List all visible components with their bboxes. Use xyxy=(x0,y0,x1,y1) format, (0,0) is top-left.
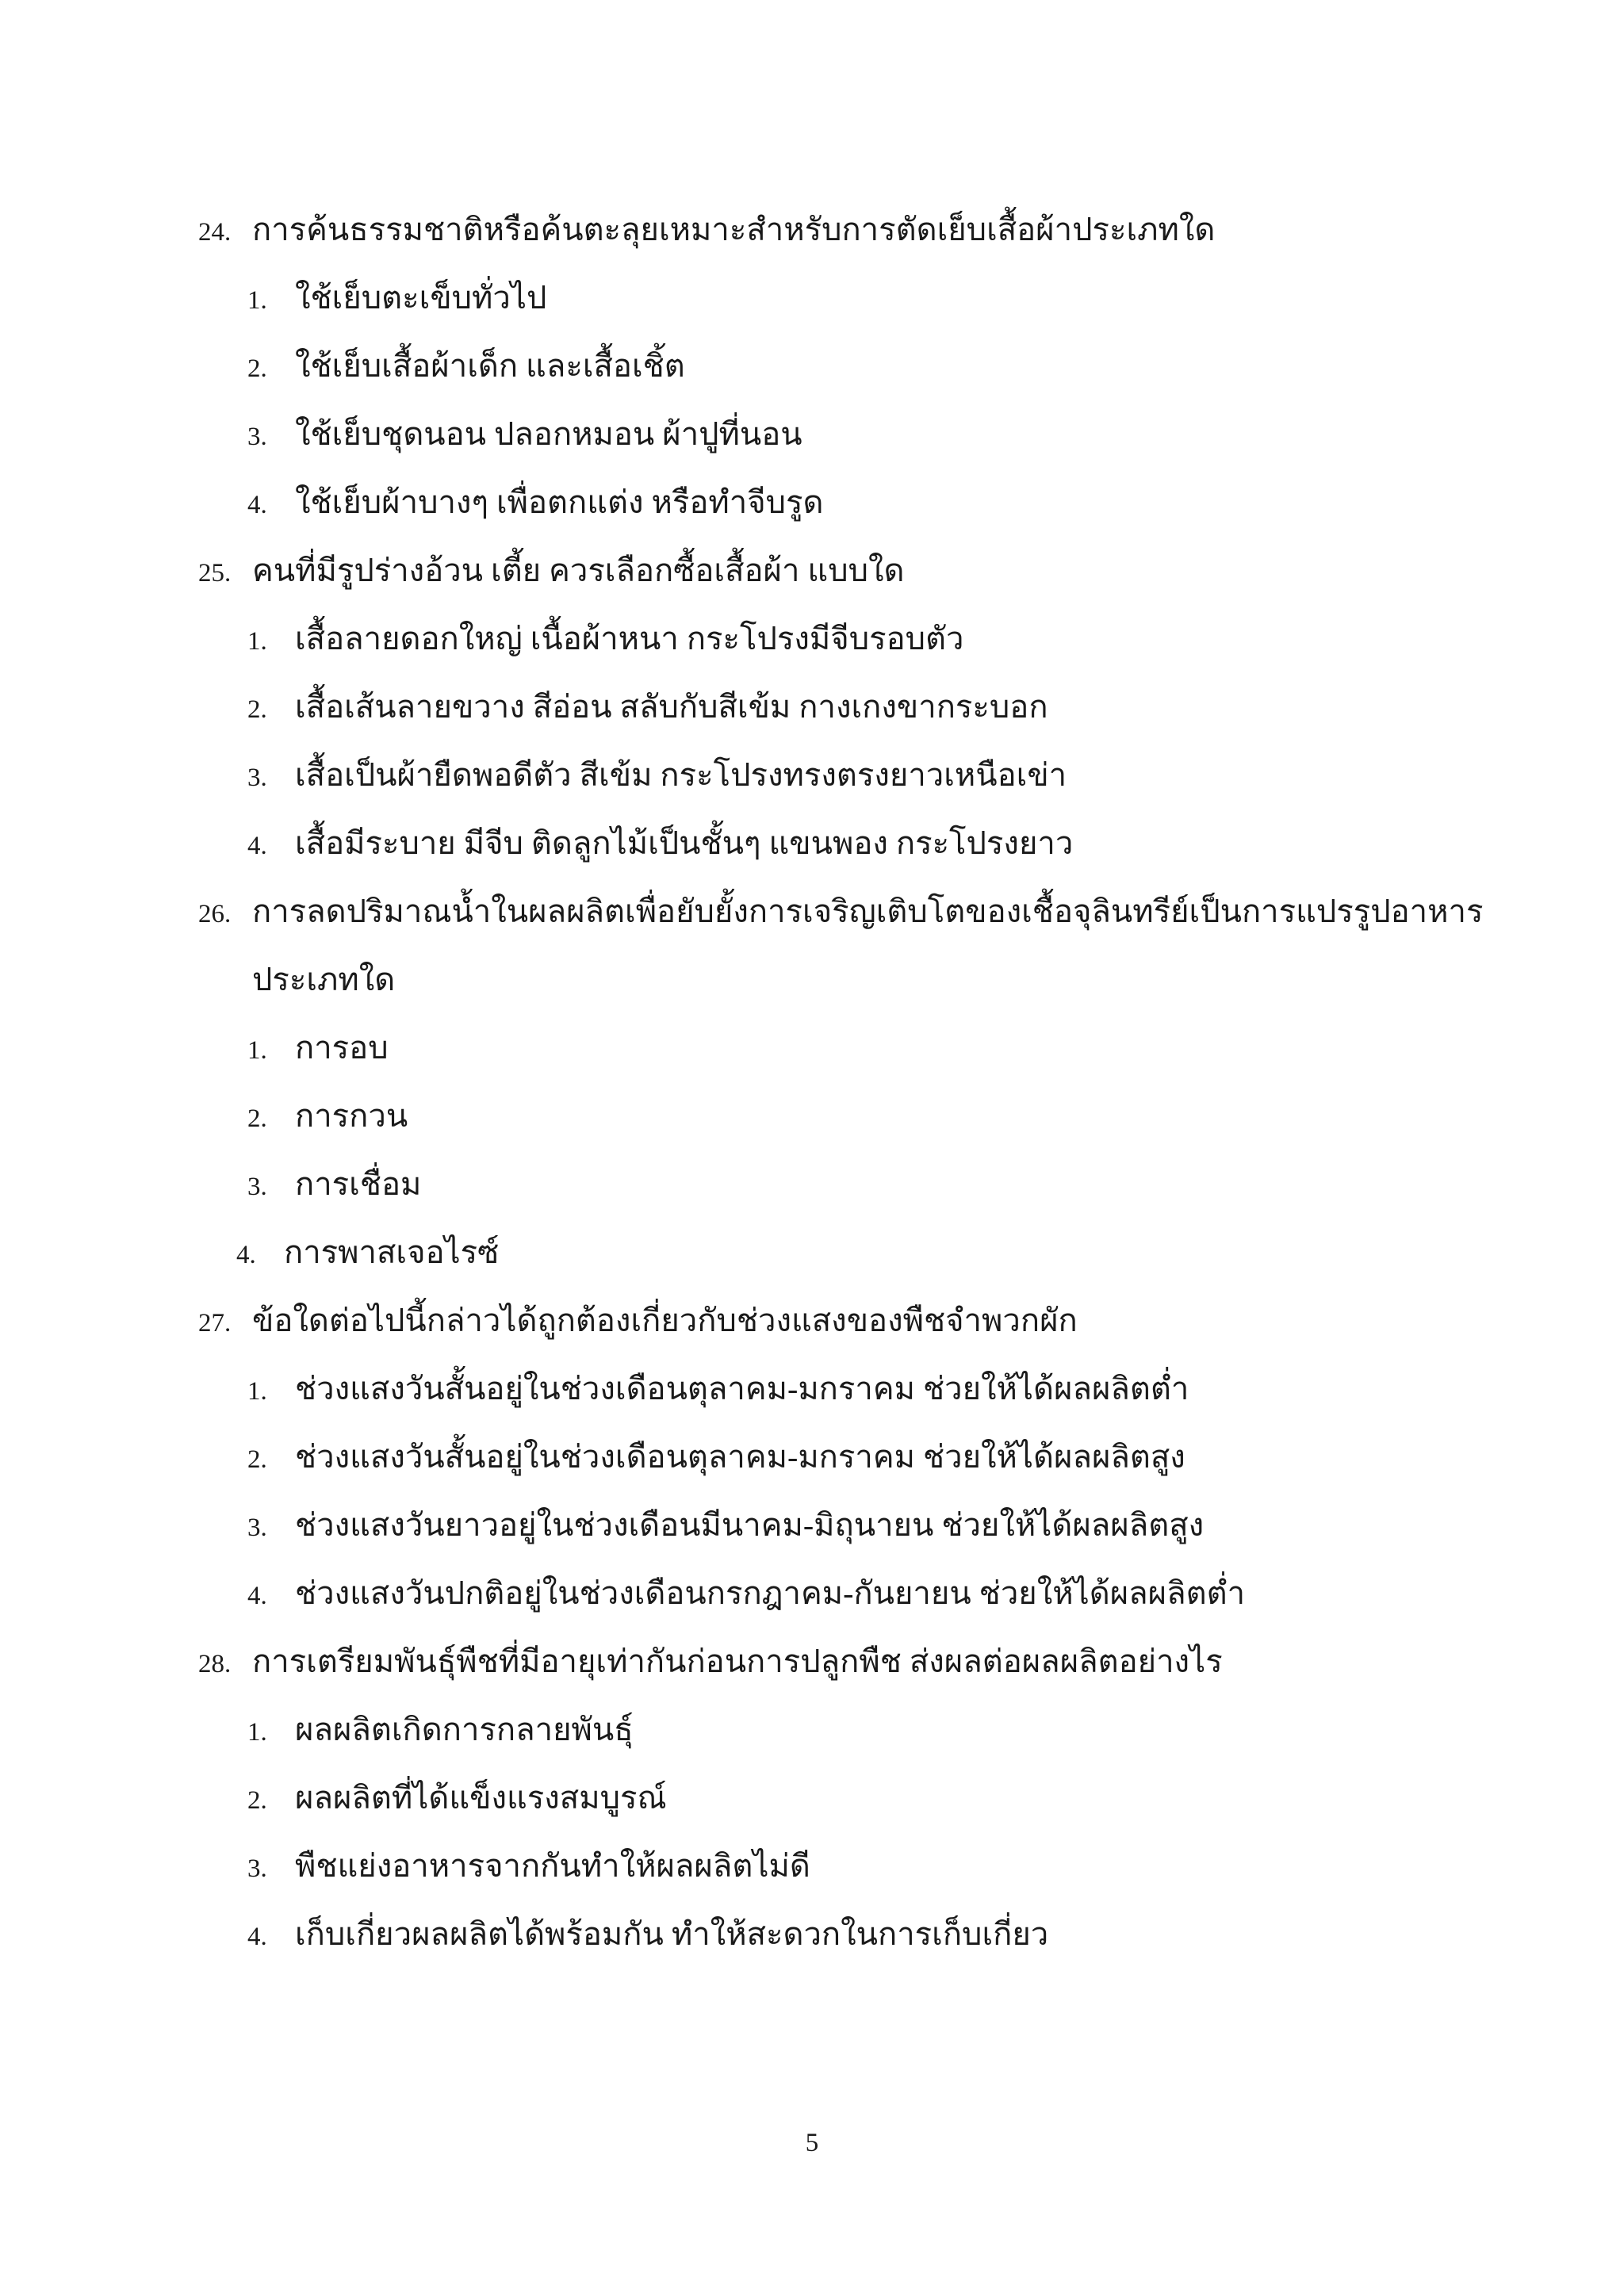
option-27-1 xyxy=(247,1367,1189,1411)
option-text: ช่วงแสงวันปกติอยู่ในช่วงเดือนกรกฎาคม-กันยายน ช่วยให้ได้ผลผลิตต่ำ xyxy=(295,1575,1246,1611)
option-number: 1. xyxy=(247,1377,267,1406)
option-25-3 xyxy=(247,753,1067,798)
option-27-2 xyxy=(247,1435,1185,1479)
option-number: 3. xyxy=(247,423,267,451)
option-number: 4. xyxy=(247,491,267,519)
option-28-3 xyxy=(247,1844,810,1888)
question-24 xyxy=(198,208,1215,252)
option-26-4 xyxy=(236,1230,499,1275)
question-text-continued: ประเภทใด xyxy=(252,962,396,997)
option-number: 1. xyxy=(247,1036,267,1065)
option-24-4 xyxy=(247,480,823,525)
option-number: 4. xyxy=(236,1241,256,1269)
option-text: ช่วงแสงวันยาวอยู่ในช่วงเดือนมีนาคม-มิถุนายน ช่วยให้ได้ผลผลิตสูง xyxy=(295,1507,1205,1543)
option-number: 2. xyxy=(247,354,267,383)
option-text: การเชื่อม xyxy=(295,1166,422,1202)
option-text: เสื้อลายดอกใหญ่ เนื้อผ้าหนา กระโปรงมีจีบรอบตัว xyxy=(295,621,964,656)
question-number: 25. xyxy=(198,559,232,587)
question-text: คนที่มีรูปร่างอ้วน เตี้ย ควรเลือกซื้อเสื้อผ้า แบบใด xyxy=(252,553,905,588)
option-27-3 xyxy=(247,1503,1204,1548)
option-text: ใช้เย็บผ้าบางๆ เพื่อตกแต่ง หรือทำจีบรูด xyxy=(295,484,824,520)
option-number: 4. xyxy=(247,832,267,860)
question-text: ข้อใดต่อไปนี้กล่าวได้ถูกต้องเกี่ยวกับช่วงแสงของพืชจำพวกผัก xyxy=(252,1303,1078,1338)
question-text: การค้นธรรมชาติหรือค้นตะลุยเหมาะสำหรับการตัดเย็บเสื้อผ้าประเภทใด xyxy=(252,212,1216,247)
option-24-2 xyxy=(247,344,685,388)
option-text: พืชแย่งอาหารจากกันทำให้ผลผลิตไม่ดี xyxy=(295,1848,810,1884)
question-number: 26. xyxy=(198,900,232,928)
question-27 xyxy=(198,1299,1078,1343)
option-number: 1. xyxy=(247,627,267,656)
question-number: 24. xyxy=(198,218,232,247)
question-text: การเตรียมพันธุ์พืชที่มีอายุเท่ากันก่อนการปลูกพืช ส่งผลต่อผลผลิตอย่างไร xyxy=(252,1644,1223,1679)
option-text: ใช้เย็บเสื้อผ้าเด็ก และเสื้อเชิ้ต xyxy=(295,348,685,384)
option-26-1 xyxy=(247,1026,389,1070)
option-number: 1. xyxy=(247,286,267,315)
option-number: 3. xyxy=(247,1854,267,1883)
option-text: เสื้อเป็นผ้ายืดพอดีตัว สีเข้ม กระโปรงทรงตรงยาวเหนือเข่า xyxy=(295,757,1067,793)
question-26-continued xyxy=(252,958,395,1002)
option-24-1 xyxy=(247,276,546,320)
option-text: ใช้เย็บชุดนอน ปลอกหมอน ผ้าปูที่นอน xyxy=(295,416,802,452)
question-number: 27. xyxy=(198,1309,232,1337)
option-28-1 xyxy=(247,1708,634,1752)
option-text: ช่วงแสงวันสั้นอยู่ในช่วงเดือนตุลาคม-มกราคม ช่วยให้ได้ผลผลิตสูง xyxy=(295,1439,1185,1475)
option-27-4 xyxy=(247,1571,1245,1616)
question-26 xyxy=(198,890,1483,934)
option-text: เก็บเกี่ยวผลผลิตได้พร้อมกัน ทำให้สะดวกในการเก็บเกี่ยว xyxy=(295,1916,1049,1952)
option-25-1 xyxy=(247,617,963,661)
option-number: 3. xyxy=(247,1173,267,1201)
option-number: 1. xyxy=(247,1718,267,1747)
option-text: การกวน xyxy=(295,1098,408,1134)
question-28 xyxy=(198,1640,1223,1684)
option-text: ผลผลิตเกิดการกลายพันธุ์ xyxy=(295,1712,634,1747)
question-25 xyxy=(198,549,904,593)
option-28-2 xyxy=(247,1776,667,1820)
option-number: 2. xyxy=(247,1104,267,1133)
question-text: การลดปริมาณน้ำในผลผลิตเพื่อยับยั้งการเจริญเติบโตของเชื้อจุลินทรีย์เป็นการแปรรูปอาหาร xyxy=(252,894,1484,929)
option-text: ใช้เย็บตะเข็บทั่วไป xyxy=(295,280,547,316)
option-text: การอบ xyxy=(295,1030,389,1066)
option-number: 4. xyxy=(247,1582,267,1610)
option-number: 3. xyxy=(247,1513,267,1542)
option-number: 3. xyxy=(247,763,267,792)
option-text: ผลผลิตที่ได้แข็งแรงสมบูรณ์ xyxy=(295,1780,667,1816)
option-25-4 xyxy=(247,821,1073,866)
option-text: ช่วงแสงวันสั้นอยู่ในช่วงเดือนตุลาคม-มกราคม ช่วยให้ได้ผลผลิตต่ำ xyxy=(295,1371,1189,1406)
option-number: 2. xyxy=(247,1786,267,1815)
option-text: การพาสเจอไรซ์ xyxy=(284,1234,500,1270)
option-28-4 xyxy=(247,1912,1048,1957)
option-text: เสื้อมีระบาย มีจีบ ติดลูกไม้เป็นชั้นๆ แขนพอง กระโปรงยาว xyxy=(295,825,1074,861)
page-number: 5 xyxy=(805,2129,819,2157)
option-26-2 xyxy=(247,1094,408,1138)
option-text: เสื้อเส้นลายขวาง สีอ่อน สลับกับสีเข้ม กางเกงขากระบอก xyxy=(295,689,1048,725)
option-number: 4. xyxy=(247,1923,267,1951)
option-26-3 xyxy=(247,1162,421,1207)
option-24-3 xyxy=(247,412,802,457)
option-number: 2. xyxy=(247,1445,267,1474)
option-25-2 xyxy=(247,685,1048,729)
question-number: 28. xyxy=(198,1650,232,1678)
option-number: 2. xyxy=(247,695,267,724)
